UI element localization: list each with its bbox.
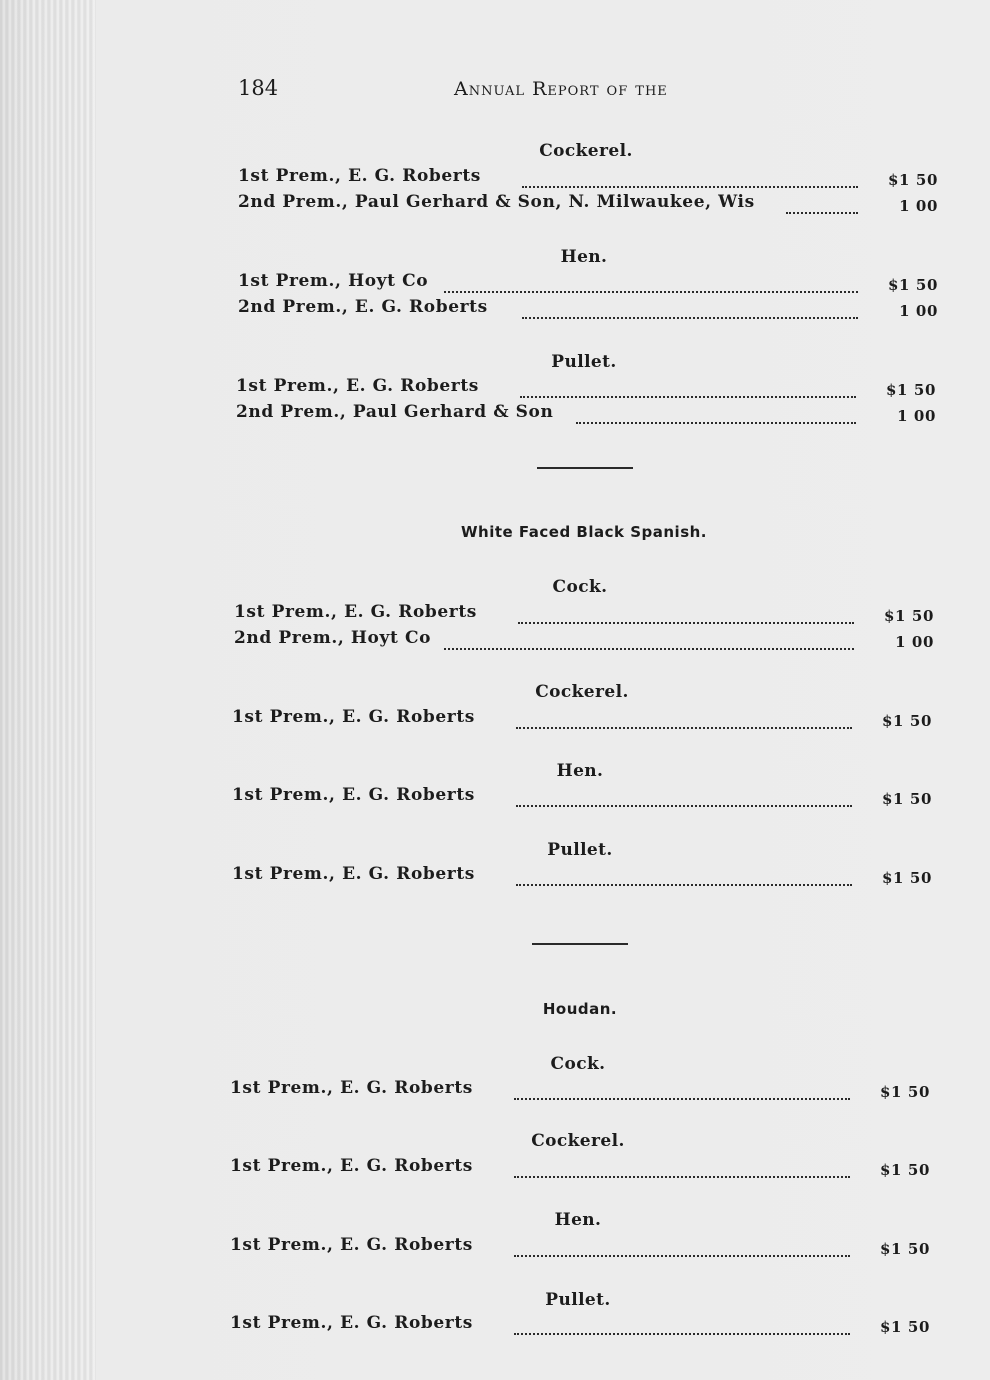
page-header <box>238 76 938 106</box>
entry-label: 1st Prem., E. G. Roberts <box>232 785 475 805</box>
entry-label: 2nd Prem., Paul Gerhard & Son, N. Milwaukee, Wis <box>238 192 755 212</box>
subheading-pullet: Pullet. <box>551 352 617 372</box>
subheading-hen: Hen. <box>560 247 608 267</box>
entry-amount: $1 50 <box>882 790 932 808</box>
subheading-cockerel: Cockerel. <box>539 141 633 161</box>
prize-entry <box>232 707 932 731</box>
dot-leader <box>444 273 858 293</box>
prize-entry <box>232 864 932 888</box>
entry-label: 1st Prem., E. G. Roberts <box>230 1156 473 1176</box>
entry-label: 1st Prem., Hoyt Co <box>238 271 429 291</box>
entry-label: 1st Prem., E. G. Roberts <box>234 602 477 622</box>
dot-leader <box>520 378 856 398</box>
entry-label: 1st Prem., E. G. Roberts <box>230 1078 473 1098</box>
entry-label: 2nd Prem., Paul Gerhard & Son <box>236 402 554 422</box>
subheading-pullet: Pullet. <box>547 840 613 860</box>
entry-amount: $1 50 <box>884 607 934 625</box>
prize-entry <box>238 166 938 190</box>
subheading-pullet: Pullet. <box>545 1290 611 1310</box>
dot-leader <box>516 866 852 886</box>
section-divider <box>532 943 628 945</box>
entry-amount: $1 50 <box>886 381 936 399</box>
prize-entry <box>234 602 934 626</box>
entry-amount: 1 00 <box>899 302 938 320</box>
dot-leader <box>514 1158 850 1178</box>
subheading-cock: Cock. <box>552 577 608 597</box>
dot-leader <box>514 1237 850 1257</box>
entry-amount: $1 50 <box>880 1161 930 1179</box>
entry-amount: 1 00 <box>899 197 938 215</box>
entry-amount: $1 50 <box>882 712 932 730</box>
entry-label: 2nd Prem., Hoyt Co <box>234 628 432 648</box>
prize-entry <box>230 1235 930 1259</box>
entry-amount: $1 50 <box>882 869 932 887</box>
entry-amount: $1 50 <box>888 276 938 294</box>
subheading-cockerel: Cockerel. <box>535 682 629 702</box>
prize-entry <box>238 297 938 321</box>
entry-label: 1st Prem., E. G. Roberts <box>230 1313 473 1333</box>
subheading-cockerel: Cockerel. <box>531 1131 625 1151</box>
dot-leader <box>786 194 858 214</box>
prize-entry <box>238 192 938 216</box>
entry-label: 1st Prem., E. G. Roberts <box>236 376 479 396</box>
breed-heading-houdan: Houdan. <box>542 1000 618 1018</box>
subheading-hen: Hen. <box>554 1210 602 1230</box>
prize-entry <box>230 1078 930 1102</box>
subheading-cock: Cock. <box>550 1054 606 1074</box>
dot-leader <box>516 787 852 807</box>
entry-amount: $1 50 <box>880 1083 930 1101</box>
page-number: 184 <box>238 76 279 100</box>
prize-entry <box>234 628 934 652</box>
entry-label: 1st Prem., E. G. Roberts <box>232 707 475 727</box>
prize-entry <box>230 1313 930 1337</box>
entry-label: 2nd Prem., E. G. Roberts <box>238 297 488 317</box>
dot-leader <box>576 404 856 424</box>
dot-leader <box>514 1315 850 1335</box>
entry-amount: 1 00 <box>895 633 934 651</box>
entry-amount: 1 00 <box>897 407 936 425</box>
dot-leader <box>516 709 852 729</box>
entry-amount: $1 50 <box>880 1240 930 1258</box>
book-binding-edge <box>0 0 96 1380</box>
entry-amount: $1 50 <box>880 1318 930 1336</box>
entry-label: 1st Prem., E. G. Roberts <box>230 1235 473 1255</box>
breed-heading-spanish: White Faced Black Spanish. <box>460 523 708 541</box>
prize-entry <box>236 376 936 400</box>
prize-entry <box>236 402 936 426</box>
entry-label: 1st Prem., E. G. Roberts <box>232 864 475 884</box>
entry-amount: $1 50 <box>888 171 938 189</box>
dot-leader <box>522 299 858 319</box>
subheading-hen: Hen. <box>556 761 604 781</box>
dot-leader <box>514 1080 850 1100</box>
dot-leader <box>518 604 854 624</box>
running-head: Annual Report of the <box>454 78 668 100</box>
entry-label: 1st Prem., E. G. Roberts <box>238 166 481 186</box>
prize-entry <box>230 1156 930 1180</box>
section-divider <box>537 467 633 469</box>
prize-entry <box>238 271 938 295</box>
prize-entry <box>232 785 932 809</box>
dot-leader <box>522 168 858 188</box>
dot-leader <box>444 630 854 650</box>
